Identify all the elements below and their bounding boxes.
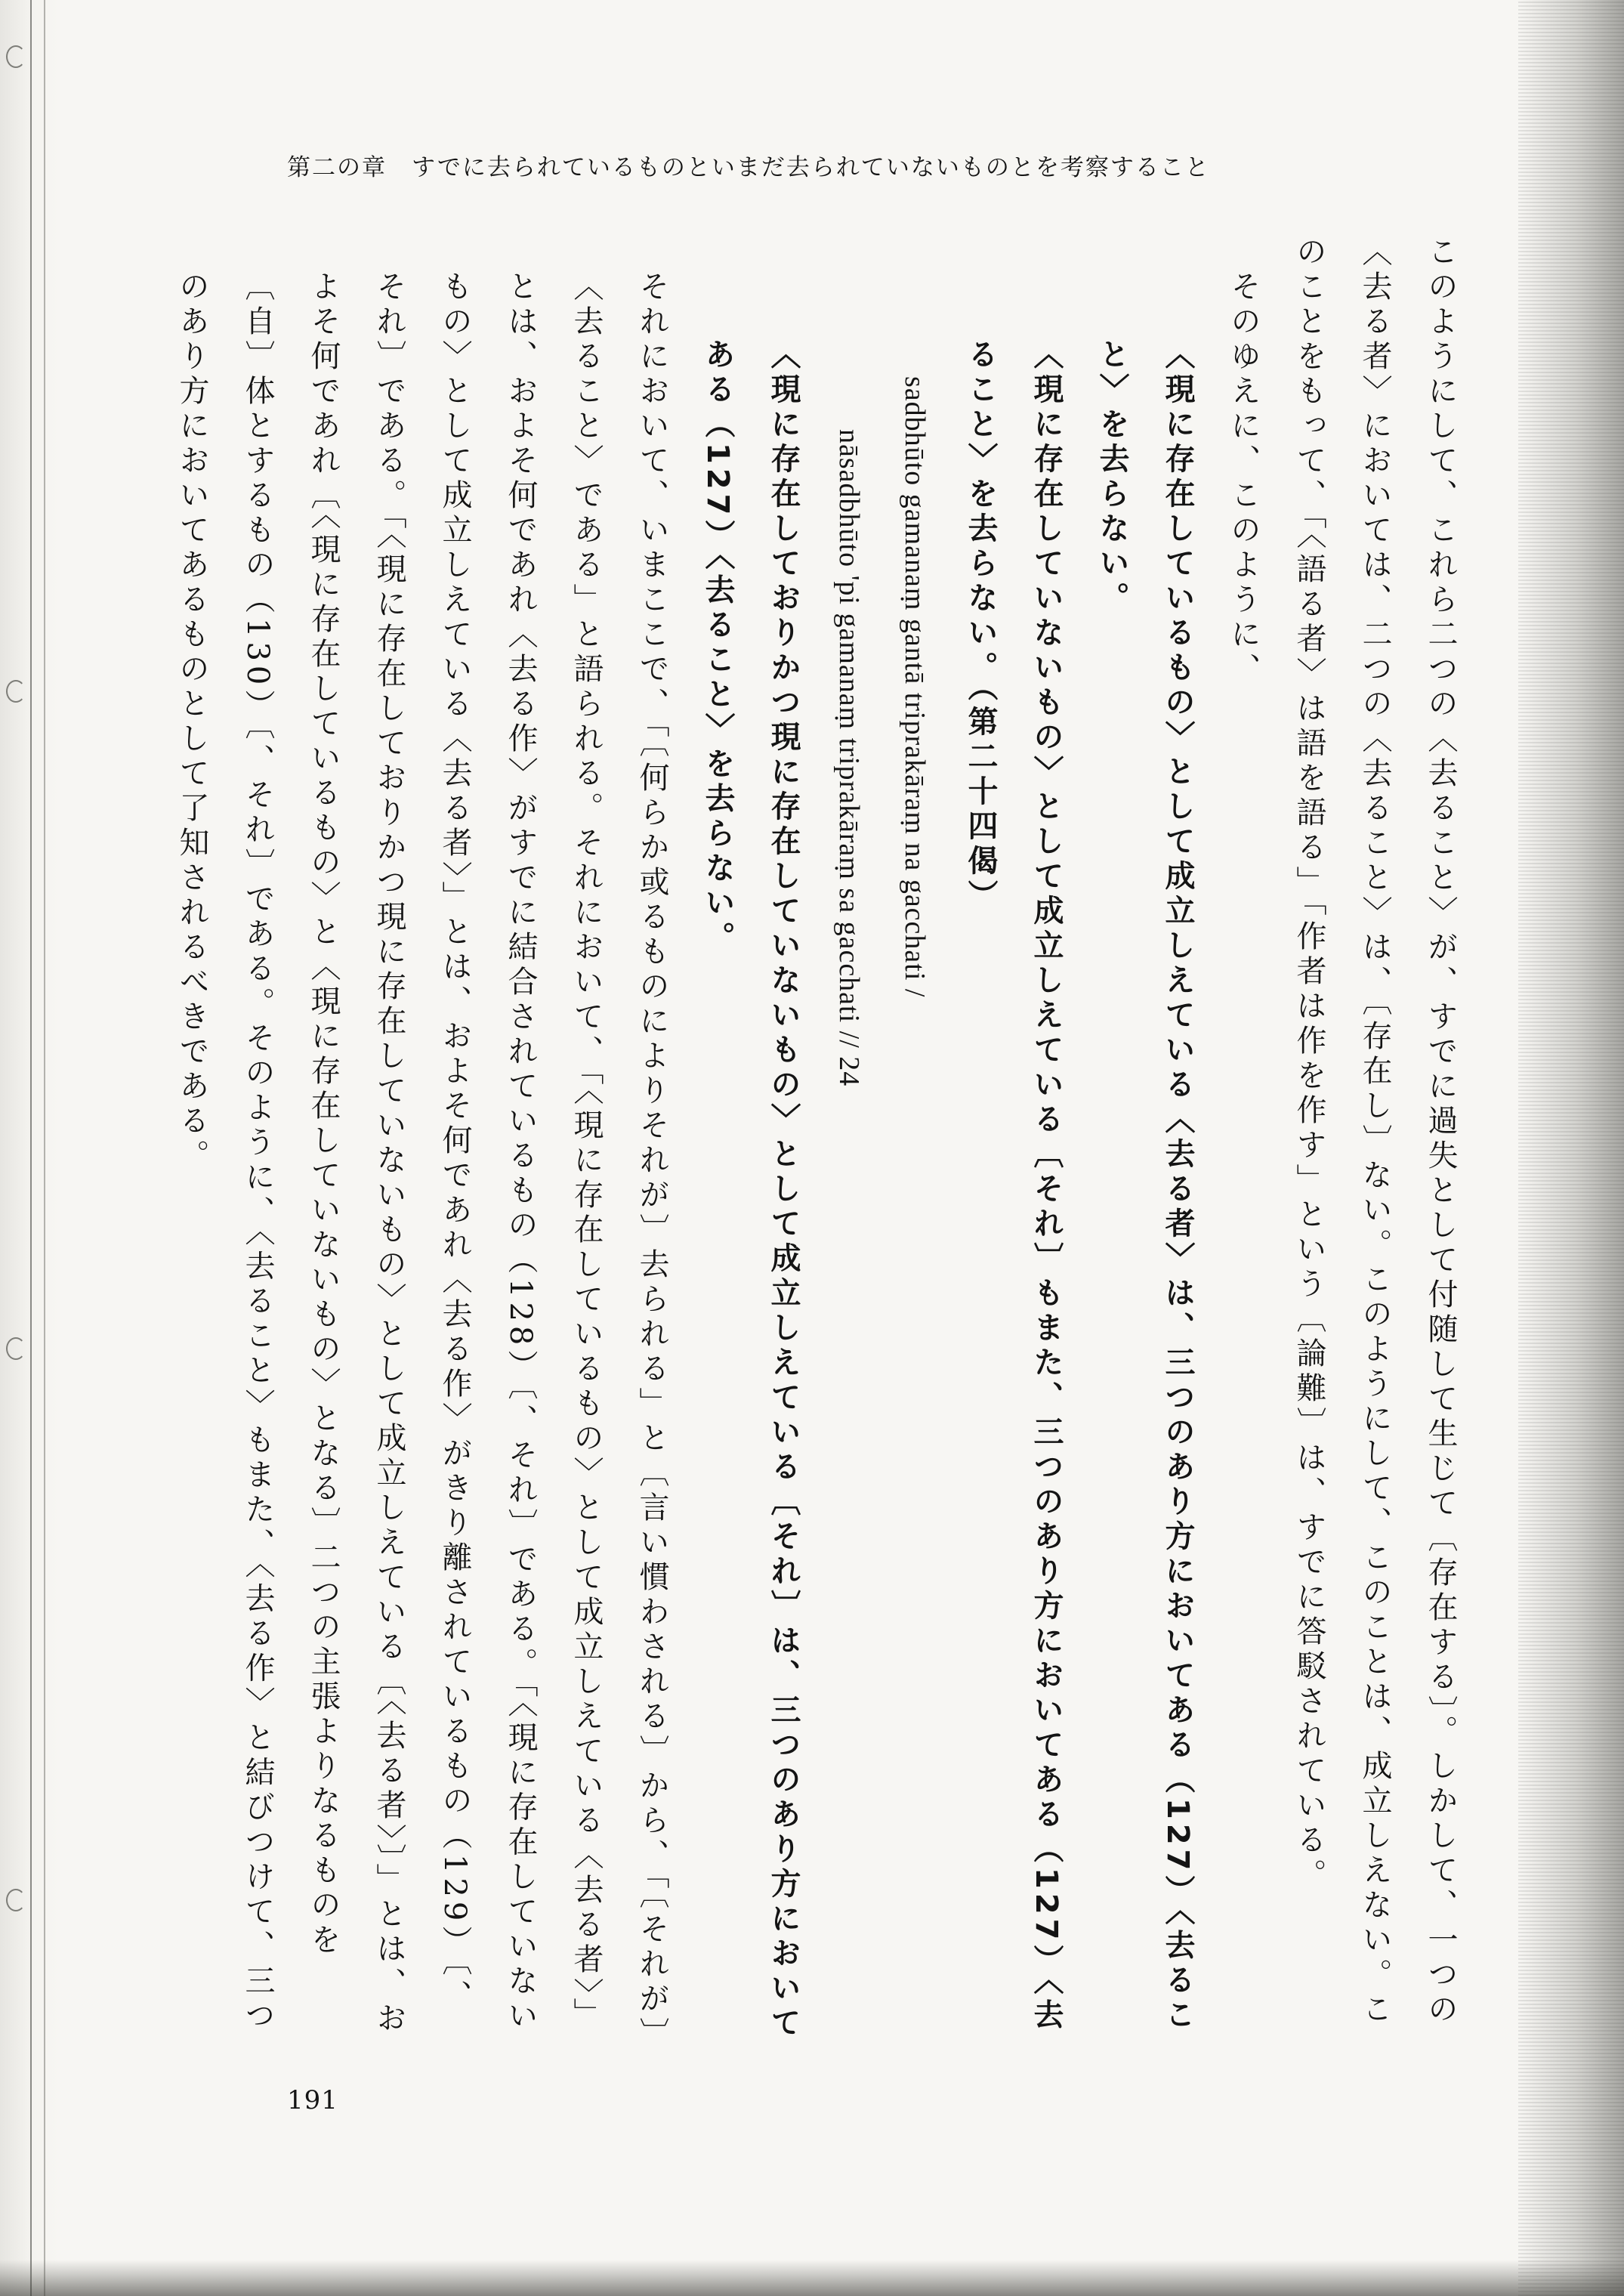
vertical-text-body xyxy=(174,202,1473,2046)
sanskrit-line-1: sadbhūto gamanaṃ gantā triprakāraṃ na gacchati / xyxy=(899,376,931,998)
binding-line xyxy=(44,0,45,2296)
sanskrit-line-2: nāsadbhūto 'pi gamanaṃ triprakāraṃ sa gacchati // 24 xyxy=(833,429,865,1087)
verse-line-1: 〈現に存在しているもの〉として成立しえている〈去る者〉は、三つのあり方においてある（127）〈去ること〉を去らない。 xyxy=(1095,338,1195,2034)
binding-margin xyxy=(0,0,59,2296)
binding-hole xyxy=(6,45,26,68)
paragraph-3: それにおいて、いまここで、「〔何らか或るものによりそれが〕去られる」と〔言い慣わされる〕から、「〔それが〕〈去ること〉である」と語られる。それにおいて、「〈現に存在しているもの〉として成立しえている〈去る者〉」とは、およそ何であれ〈去る作〉がすでに結合されているもの（128）〔、それ〕である。「〈現に存在していないもの〉として成立しえている〈去る者〉」とは、およそ何であれ〈去る作〉がきり離されているもの（129）〔、それ〕である。「〈現に存在しておりかつ現に存在していないもの〉として成立しえている〔〈去る者〉〕」とは、およそ何であれ〔〈現に存在しているもの〉と〈現に存在していないもの〉となる〕二つの主張よりなるものを〔自〕体とするもの（130）〔、それ〕である。そのように、〈去ること〉もまた、〈去る作〉と結びつけて、三つのあり方においてあるものとして了知されるべきである。 xyxy=(174,270,669,2037)
scan-edge-shadow xyxy=(1518,0,1624,2296)
page-number: 191 xyxy=(287,2085,338,2115)
scan-bottom-edge xyxy=(0,2260,1624,2296)
binding-hole xyxy=(6,1889,26,1911)
binding-hole xyxy=(6,1337,26,1360)
binding-hole xyxy=(6,680,26,703)
verse-line-2: 〈現に存在していないもの〉として成立しえている〔それ〕もまた、三つのあり方においてある（127）〈去ること〉を去らない。（第二十四偈） xyxy=(963,338,1064,2034)
paragraph-2: そのゆえに、このように、 xyxy=(1226,270,1261,688)
binding-line xyxy=(30,0,32,2296)
commentary-verse: 〈現に存在しておりかつ現に存在していないもの〉として成立しえている〔それ〕は、三つのあり方においてある（127）〈去ること〉を去らない。 xyxy=(700,338,801,2041)
paragraph-1: このようにして、これら二つの〈去ること〉が、すでに過失として付随して生じて〔存在する〕。しかして、一つの〈去る者〉においては、二つの〈去ること〉は、〔存在し〕ない。このようにして、このことは、成立しえない。このことをもって、「〈語る者〉は語を語る」「作者は作を作す」という〔論難〕は、すでに答駁されている。 xyxy=(1292,236,1458,2028)
running-head: 第二の章 すでに去られているものといまだ去られていないものとを考察すること xyxy=(287,154,1210,181)
